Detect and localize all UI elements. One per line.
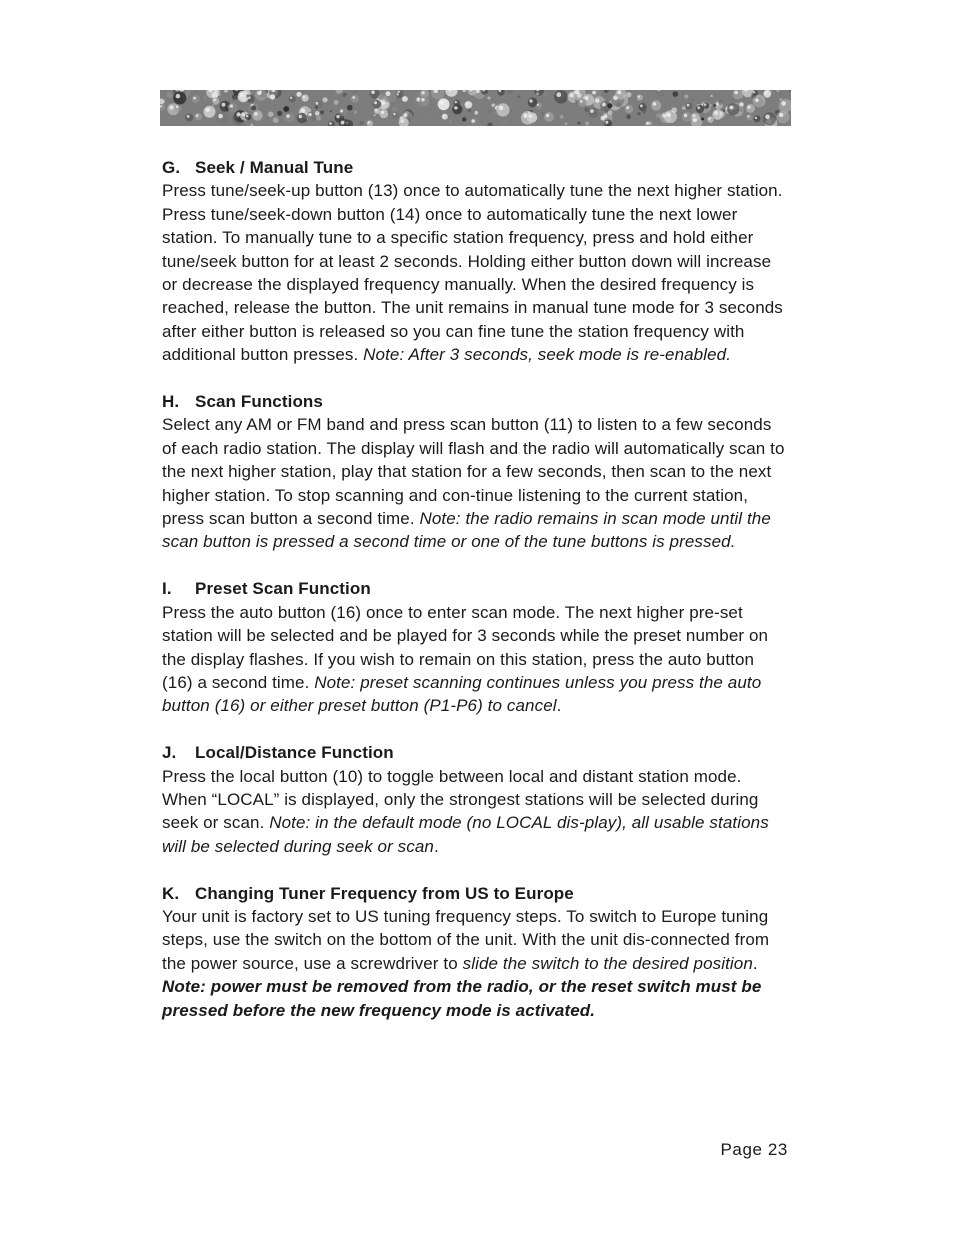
section-letter: G. — [162, 158, 181, 177]
section-body — [162, 601, 787, 718]
header-banner-image — [160, 90, 791, 126]
note-text: Note: After 3 seconds, seek mode is re-enabled. — [363, 345, 732, 365]
body-text: Select any AM or FM band and press scan button (11) to listen to a few seconds of each radio station. The display will flash and the radio will automatically scan to the next higher station, play that station for a few seconds, then scan to the next higher station. To stop scanning and con-tinue listening to the current station, press scan button a second time. — [162, 415, 785, 529]
body-text: Your unit is factory set to US tuning frequency steps. To switch to Europe tuning steps, use the switch on the bottom of the unit. With the unit dis-connected from the power source, use a screwdriver to — [162, 906, 770, 973]
note-text: Note: preset scanning continues unless you press the auto button (16) or either preset button (P1-P6) to cancel — [162, 672, 762, 716]
section-preset-scan-function — [162, 577, 787, 717]
note-end: . — [752, 953, 758, 973]
section-body — [162, 765, 787, 859]
section-local-distance-function — [162, 741, 787, 858]
section-title: Seek / Manual Tune — [195, 158, 354, 177]
body-text: Press the auto button (16) once to enter scan mode. The next higher pre-set station will be selected and be played for 3 seconds while the preset number on the display flashes. If you wish to remain on this station, press the auto button (16) a second time. — [162, 602, 769, 692]
section-body — [162, 905, 787, 1022]
note-end: . — [556, 696, 562, 716]
note-text: Note: the radio remains in scan mode until the scan button is pressed a second time or one of the tune buttons is pressed. — [162, 509, 771, 552]
section-heading — [162, 156, 787, 179]
section-title: Local/Distance Function — [195, 743, 394, 763]
section-heading — [162, 390, 787, 413]
section-title: Preset Scan Function — [195, 579, 371, 599]
section-letter: J. — [162, 743, 177, 763]
section-title: Scan Functions — [195, 392, 323, 412]
section-scan-functions — [162, 390, 787, 554]
body-text: Press the local button (10) to toggle between local and distant station mode. When “LOCAL” is displayed, only the strongest stations will be selected during seek or scan. — [162, 766, 759, 833]
note-end: . — [433, 836, 439, 856]
section-title: Changing Tuner Frequency from US to Europe — [195, 883, 574, 903]
page-content — [162, 156, 787, 1045]
section-letter: K. — [162, 883, 180, 903]
page-number: Page 23 — [720, 1140, 788, 1159]
note-text: Note: in the default mode (no LOCAL dis-play), all usable stations will be selected during seek or scan — [162, 813, 769, 856]
section-heading — [162, 577, 787, 600]
section-body — [162, 179, 787, 366]
note-text: slide the switch to the desired position — [462, 953, 753, 973]
section-letter: H. — [162, 392, 180, 412]
bold-warning-note: Note: power must be removed from the radio, or the reset switch must be pressed before the new frequency mode is activated. — [162, 977, 762, 1020]
body-text: Press tune/seek-up button (13) once to automatically tune the next higher station. Press tune/seek-down button (14) once to automatically tune the next lower station. To manually tune to a specific station frequency, press and hold either tune/seek button for at least 2 seconds. Holding either button down will increase or decrease the displayed frequency manually. When the desired frequency is reached, release the button. The unit remains in manual tune mode for 3 seconds after either button is released so you can fine tune the station frequency with additional button presses. — [162, 181, 783, 365]
section-heading — [162, 741, 787, 764]
section-tuner-frequency-us-europe — [162, 882, 787, 1022]
section-body — [162, 413, 787, 553]
section-heading — [162, 882, 787, 905]
section-seek-manual-tune — [162, 156, 787, 367]
section-letter: I. — [162, 579, 172, 599]
